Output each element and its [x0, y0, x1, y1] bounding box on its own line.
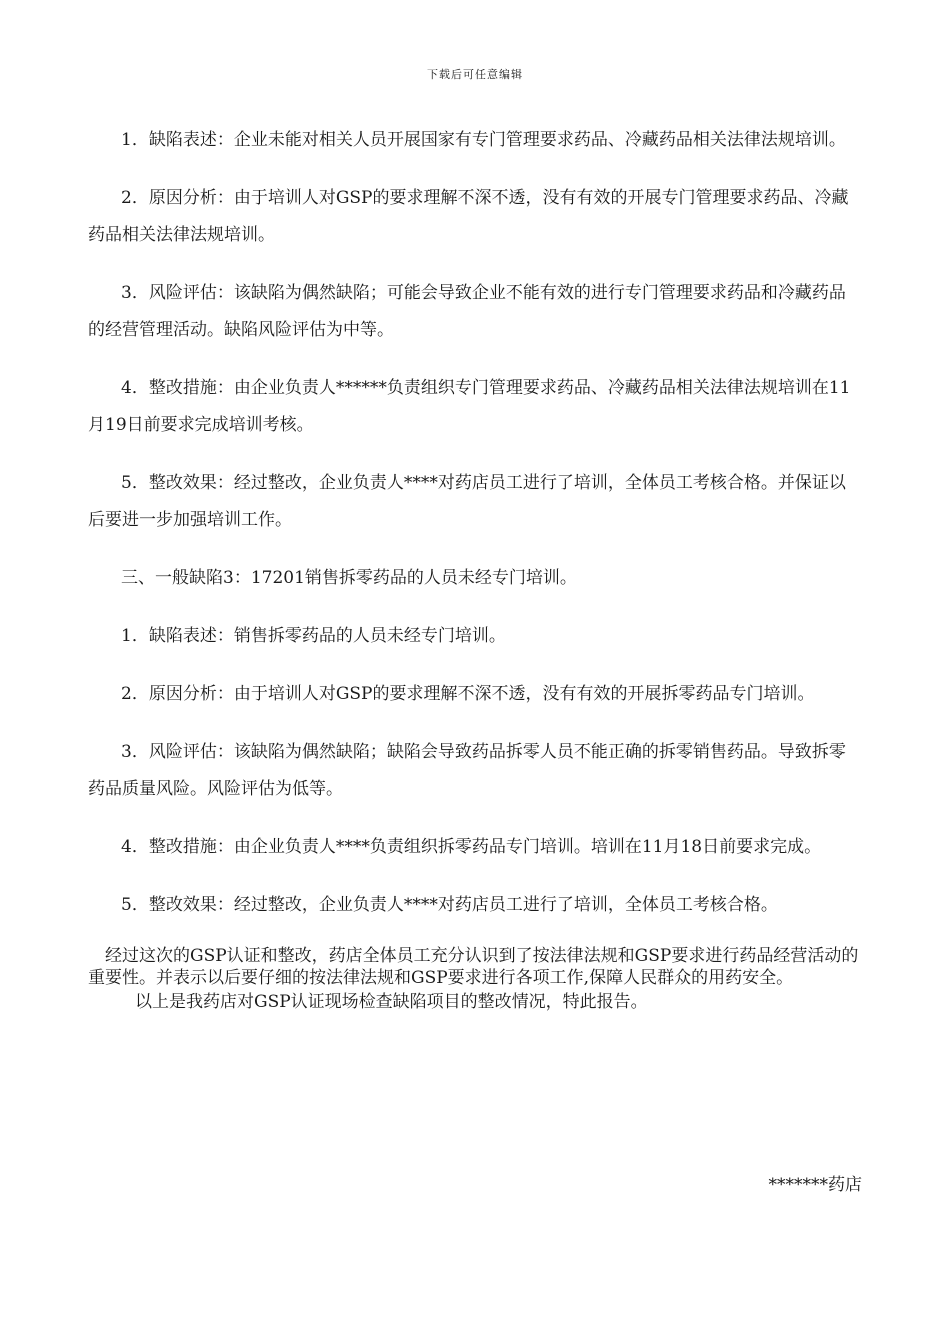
paragraph-1: 1．缺陷表述：企业未能对相关人员开展国家有专门管理要求药品、冷藏药品相关法律法规培训。: [121, 130, 846, 150]
paragraph-8: 3．风险评估：该缺陷为偶然缺陷；缺陷会导致药品拆零人员不能正确的拆零销售药品。导致拆零药品质量风险。风险评估为低等。: [88, 742, 846, 799]
paragraph-3: 3．风险评估：该缺陷为偶然缺陷；可能会导致企业不能有效的进行专门管理要求药品和冷藏药品的经营管理活动。缺陷风险评估为中等。: [88, 283, 846, 340]
paragraph-5: 5．整改效果：经过整改，企业负责人****对药店员工进行了培训，全体员工考核合格。并保证以后要进一步加强培训工作。: [88, 473, 846, 530]
section-heading: 三、一般缺陷3：17201销售拆零药品的人员未经专门培训。: [121, 568, 577, 588]
paragraph-10: 5．整改效果：经过整改，企业负责人****对药店员工进行了培训，全体员工考核合格。: [121, 895, 778, 915]
signature: *******药店: [768, 1175, 862, 1195]
paragraph-4: 4．整改措施：由企业负责人******负责组织专门管理要求药品、冷藏药品相关法律法规培训在11月19日前要求完成培训考核。: [88, 378, 851, 435]
paragraph-9: 4．整改措施：由企业负责人****负责组织拆零药品专门培训。培训在11月18日前要求完成。: [121, 837, 822, 857]
closing-summary: 经过这次的GSP认证和整改，药店全体员工充分认识到了按法律法规和GSP要求进行药品经营活动的重要性。并表示以后要仔细的按法律法规和GSP要求进行各项工作,保障人民群众的用药安全。: [88, 946, 859, 988]
paragraph-7: 2．原因分析：由于培训人对GSP的要求理解不深不透，没有有效的开展拆零药品专门培训。: [121, 684, 815, 704]
document-body: [88, 122, 860, 1013]
paragraph-2: 2．原因分析：由于培训人对GSP的要求理解不深不透，没有有效的开展专门管理要求药品、冷藏药品相关法律法规培训。: [88, 188, 849, 245]
paragraph-6: 1．缺陷表述：销售拆零药品的人员未经专门培训。: [121, 626, 506, 646]
closing-statement: 以上是我药店对GSP认证现场检查缺陷项目的整改情况，特此报告。: [135, 992, 648, 1012]
header-note: 下载后可任意编辑: [427, 68, 523, 81]
